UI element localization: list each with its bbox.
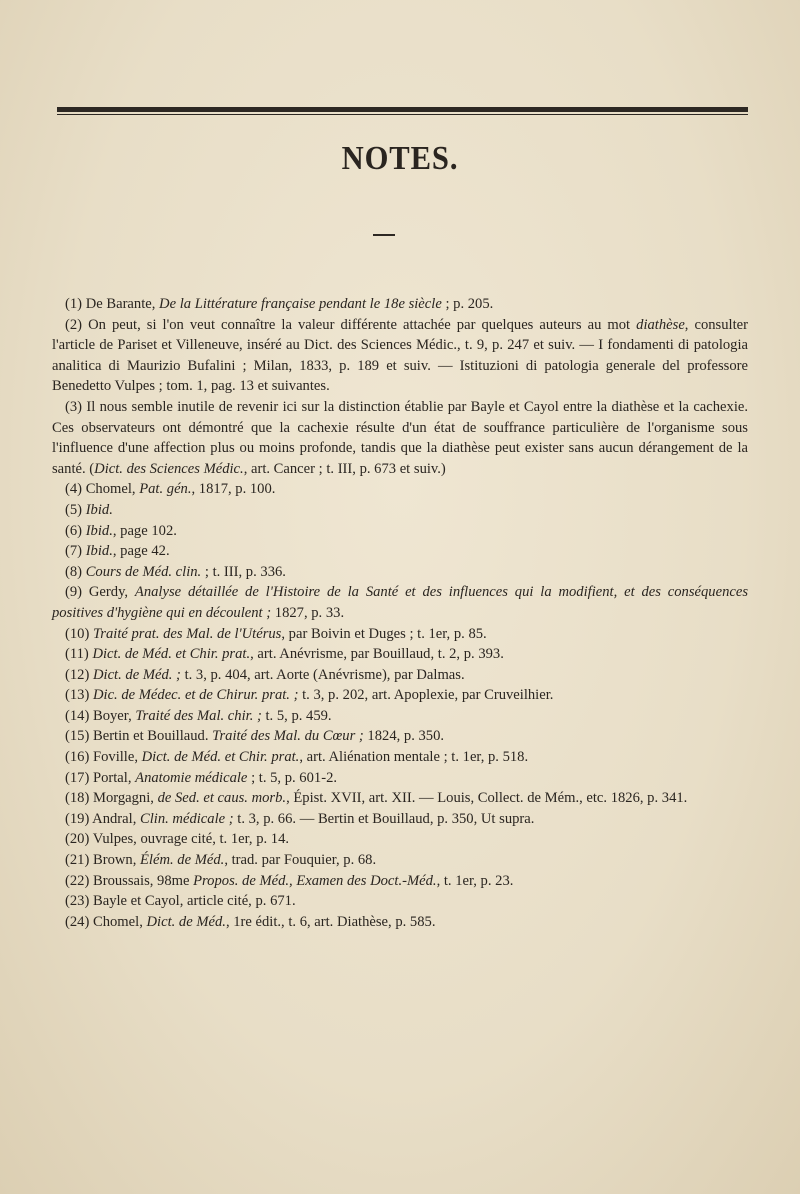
header-rule-thin — [57, 114, 748, 115]
note-2: (2) On peut, si l'on veut connaître la valeur différente attachée par quelques auteurs au mot diathèse, consulter l'article de Pariset et Villeneuve, inséré au Dict. des Sciences Médic., t. 9, p. 247 et suiv. — I fondamenti di patologia analitica di Maurizio Bufalini ; Milan, 1833, p. 189 et suiv. — Istituzioni di patologia generale del professore Benedetto Vulpes ; tom. 1, pag. 13 et suivantes. — [52, 316, 748, 395]
note-5: (5) Ibid. — [65, 501, 113, 518]
note-number: (20) — [65, 831, 90, 848]
note-13: (13) Dic. de Médec. et de Chirur. prat. ; t. 3, p. 202, art. Apoplexie, par Cruveilhier. — [65, 687, 554, 704]
note-number: (11) — [65, 646, 89, 663]
note-number: (15) — [65, 728, 90, 745]
note-number: (18) — [65, 790, 90, 807]
note-number: (21) — [65, 852, 90, 869]
note-number: (13) — [65, 687, 90, 704]
note-15: (15) Bertin et Bouillaud. Traité des Mal. du Cœur ; 1824, p. 350. — [65, 728, 445, 745]
notes-list — [52, 294, 748, 932]
note-12: (12) Dict. de Méd. ; t. 3, p. 404, art. Aorte (Anévrisme), par Dalmas. — [65, 666, 465, 683]
note-number: (7) — [65, 543, 83, 560]
note-9: (9) Gerdy, Analyse détaillée de l'Histoire de la Santé et des influences qui la modifient, et des conséquences positives d'hygiène qui en découlent ; 1827, p. 33. — [52, 584, 749, 621]
note-16: (16) Foville, Dict. de Méd. et Chir. prat., art. Aliénation mentale ; t. 1er, p. 518. — [65, 749, 529, 766]
note-number: (3) — [65, 398, 83, 415]
note-number: (6) — [65, 522, 83, 539]
note-11: (11) Dict. de Méd. et Chir. prat., art. Anévrisme, par Bouillaud, t. 2, p. 393. — [65, 646, 504, 663]
title-divider — [373, 234, 395, 236]
note-10: (10) Traité prat. des Mal. de l'Utérus, par Boivin et Duges ; t. 1er, p. 85. — [65, 625, 487, 642]
note-7: (7) Ibid., page 42. — [65, 543, 170, 560]
note-6: (6) Ibid., page 102. — [65, 522, 177, 539]
note-number: (9) — [65, 584, 83, 601]
note-number: (5) — [65, 501, 83, 518]
note-1: (1) De Barante, De la Littérature française pendant le 18e siècle ; p. 205. — [65, 296, 494, 312]
note-24: (24) Chomel, Dict. de Méd., 1re édit., t. 6, art. Diathèse, p. 585. — [65, 913, 436, 930]
note-number: (12) — [65, 666, 90, 683]
note-number: (2) — [65, 316, 83, 333]
note-number: (23) — [65, 893, 90, 910]
note-20: (20) Vulpes, ouvrage cité, t. 1er, p. 14. — [65, 831, 290, 848]
note-23: (23) Bayle et Cayol, article cité, p. 671. — [65, 893, 296, 910]
note-4: (4) Chomel, Pat. gén., 1817, p. 100. — [65, 481, 276, 498]
note-18: (18) Morgagni, de Sed. et caus. morb., Épist. XVII, art. XII. — Louis, Collect. de Mém., etc. 1826, p. 341. — [65, 790, 688, 807]
note-number: (10) — [65, 625, 90, 642]
note-22: (22) Broussais, 98me Propos. de Méd., Examen des Doct.-Méd., t. 1er, p. 23. — [65, 872, 514, 889]
note-number: (4) — [65, 481, 83, 498]
note-number: (22) — [65, 872, 90, 889]
note-8: (8) Cours de Méd. clin. ; t. III, p. 336. — [65, 563, 286, 580]
note-number: (16) — [65, 749, 90, 766]
note-number: (14) — [65, 707, 90, 724]
note-number: (19) — [65, 810, 90, 827]
note-19: (19) Andral, Clin. médicale ; t. 3, p. 66. — Bertin et Bouillaud, p. 350, Ut supra. — [65, 810, 535, 827]
note-number: (24) — [65, 913, 90, 930]
page-title: NOTES. — [341, 140, 459, 177]
note-number: (17) — [65, 769, 90, 786]
note-3: (3) Il nous semble inutile de revenir ici sur la distinction établie par Bayle et Cayol entre la diathèse et la cachexie. Ces observateurs ont démontré que la cachexie résulte d'un état de souffrance particulière de l'organisme sous l'influence d'une affection plus ou moins profonde, tandis que la diathèse peut exister sans aucun dérangement de la santé. (Dict. des Sciences Médic., art. Cancer ; t. III, p. 673 et suiv.) — [52, 398, 749, 477]
header-rule-thick — [57, 107, 748, 112]
note-21: (21) Brown, Élém. de Méd., trad. par Fouquier, p. 68. — [65, 852, 377, 869]
note-17: (17) Portal, Anatomie médicale ; t. 5, p. 601-2. — [65, 769, 338, 786]
note-number: (8) — [65, 563, 83, 580]
note-14: (14) Boyer, Traité des Mal. chir. ; t. 5, p. 459. — [65, 707, 332, 724]
note-number: (1) — [65, 296, 83, 312]
